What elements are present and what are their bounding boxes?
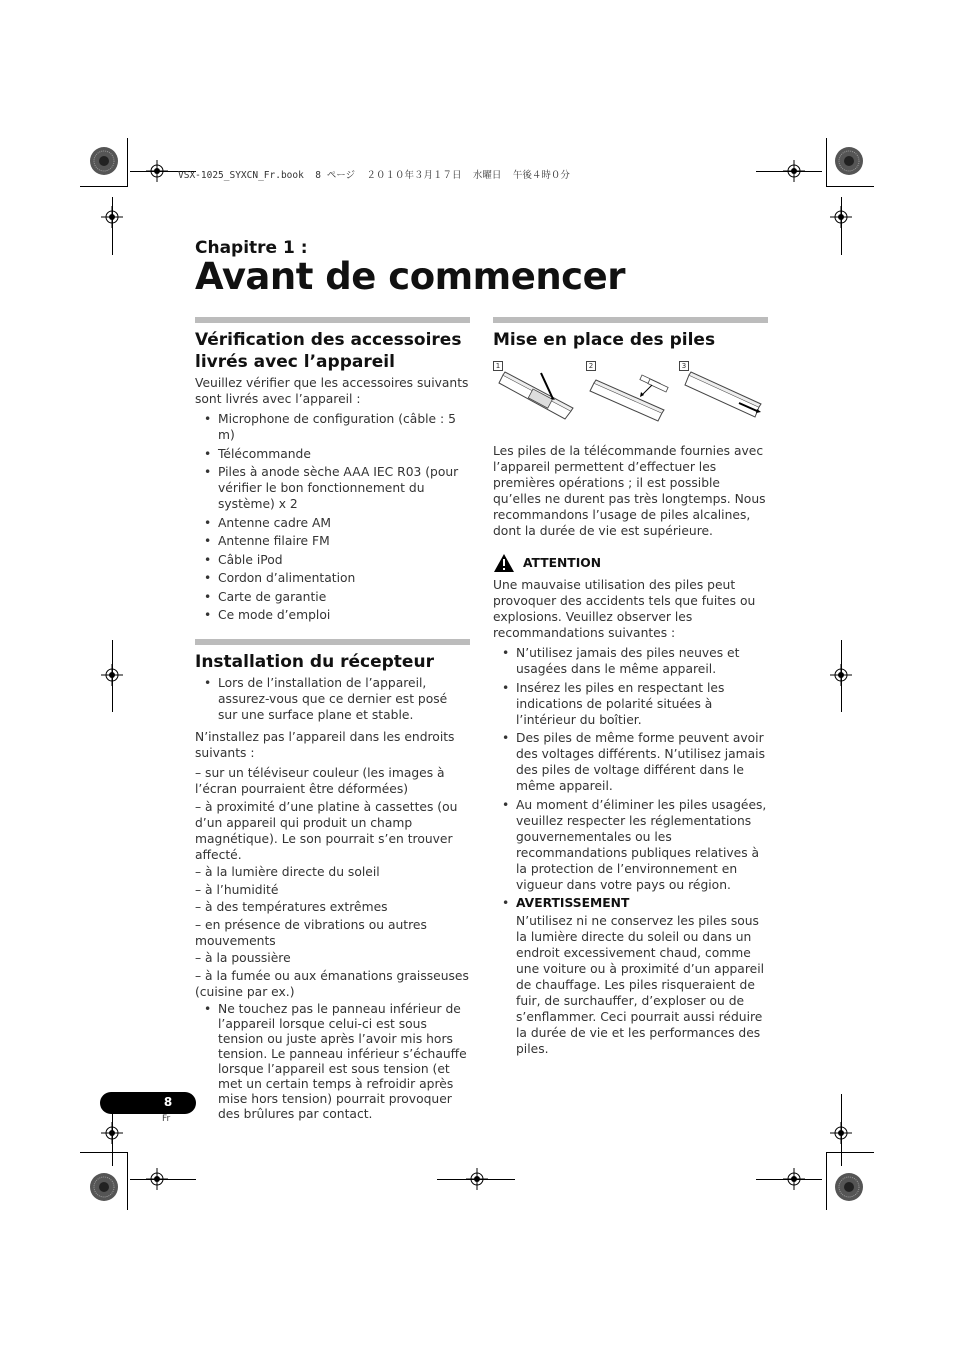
rosette-mark-icon: [89, 146, 119, 176]
figure-step: [679, 361, 767, 429]
list-item: • Cordon d’alimentation: [195, 570, 470, 586]
list-item: • N’utilisez jamais des piles neuves et usagées dans le même appareil.: [493, 645, 768, 677]
location-item: – à des températures extrêmes: [195, 900, 388, 914]
figure-step: [586, 361, 674, 429]
battery-figures: [493, 361, 768, 429]
page-number-tab: [100, 1092, 196, 1114]
crop-mark: [437, 1179, 515, 1180]
crop-mark: [130, 1179, 196, 1180]
list-item: • Lors de l’installation de l’appareil, assurez-vous que ce dernier est posé sur une surface plane et stable.: [195, 675, 470, 723]
figure-number: 2: [586, 361, 596, 371]
left-column: [195, 317, 470, 1128]
attention-intro: Une mauvaise utilisation des piles peut provoquer des accidents tels que fuites ou explosions. Veuillez observer les recommandations suivantes :: [493, 578, 756, 640]
page-language: Fr: [162, 1114, 171, 1124]
accessories-list: [195, 411, 470, 623]
location-item: – à l’humidité: [195, 882, 279, 897]
crop-mark: [826, 1152, 827, 1210]
crop-mark: [841, 640, 842, 712]
remote-battery-cover-open-illustration: [493, 361, 581, 429]
location-item: – en présence de vibrations ou autres mouvements: [195, 917, 427, 948]
accessories-intro: Veuillez vérifier que les accessoires suivants sont livrés avec l’appareil :: [195, 376, 469, 406]
crop-mark: [80, 1152, 128, 1153]
print-header: VSX-1025_SYXCN_Fr.book 8 ページ ２０１０年３月１７日 水曜日 午後４時０分: [178, 170, 570, 181]
crop-mark: [841, 197, 842, 255]
location-item: – sur un téléviseur couleur (les images à l’écran pourraient être déformées): [195, 766, 445, 796]
list-item: • Antenne cadre AM: [195, 515, 470, 531]
figure-step: [493, 361, 581, 429]
crop-mark: [127, 1152, 128, 1210]
crop-mark: [127, 138, 128, 186]
page-title: Avant de commencer: [195, 255, 625, 298]
rosette-mark-icon: [834, 1172, 864, 1202]
list-item: • Câble iPod: [195, 552, 470, 568]
right-column: [493, 317, 768, 1061]
section-title-accessories: Vérification des accessoires livrés avec l’appareil: [195, 330, 462, 372]
location-item: – à la lumière directe du soleil: [195, 865, 380, 879]
list-item: • Ce mode d’emploi: [195, 607, 470, 623]
list-item: • Au moment d’éliminer les piles usagées, veuillez respecter les réglementations gouvernementales ou les recommandations publiques relatives à la protection de l’environnement en vigueur dans votre pays ou région.: [493, 797, 768, 893]
attention-label: ATTENTION: [523, 556, 602, 570]
list-item: • Télécommande: [195, 446, 470, 462]
section-title-installation: Installation du récepteur: [195, 652, 434, 672]
warning-item: [493, 895, 768, 911]
installation-list: [195, 1002, 470, 1122]
list-item: • Piles à anode sèche AAA IEC R03 (pour vérifier le bon fonctionnement du système) x 2: [195, 464, 470, 512]
crop-mark: [756, 171, 822, 172]
rosette-mark-icon: [89, 1172, 119, 1202]
attention-list: [493, 645, 768, 911]
crop-mark: [826, 186, 874, 187]
crop-mark: [112, 640, 113, 712]
crop-mark: [826, 138, 827, 186]
list-item: • Insérez les piles en respectant les indications de polarité situées à l’intérieur du boîtier.: [493, 680, 768, 728]
list-item: • Carte de garantie: [195, 589, 470, 605]
crop-mark: [841, 1094, 842, 1166]
crop-mark: [756, 1179, 822, 1180]
location-item: – à la poussière: [195, 951, 291, 965]
crop-mark: [826, 1152, 874, 1153]
page-number: 8: [163, 1095, 173, 1109]
warning-label: AVERTISSEMENT: [516, 896, 630, 910]
section-divider: [195, 317, 470, 323]
location-item: – à la fumée ou aux émanations graisseuses (cuisine par ex.): [195, 968, 469, 999]
chapter-label: Chapitre 1 :: [195, 238, 308, 258]
installation-list: [195, 675, 470, 723]
batteries-intro: Les piles de la télécommande fournies avec l’appareil permettent d’effectuer les premières opérations ; il est possible qu’elles ne durent pas très longtemps. Nous recommandons l’usage de piles alcalines, dont la durée de vie est supérieure.: [493, 444, 766, 538]
list-item: • Ne touchez pas le panneau inférieur de l’appareil lorsque celui-ci est sous tension ou juste après l’avoir mis hors tension. Le panneau inférieur s’échauffe lorsque l’appareil est sous tension (et met un certain temps à refroidir après mise hors tension) pourrait provoquer des brûlures par contact.: [195, 1002, 470, 1122]
installation-intro: N’installez pas l’appareil dans les endroits suivants :: [195, 730, 455, 760]
section-divider: [195, 639, 470, 645]
battery-insertion-illustration: [586, 361, 674, 429]
rosette-mark-icon: [834, 146, 864, 176]
figure-number: 3: [679, 361, 689, 371]
attention-heading: [493, 553, 768, 573]
location-item: – à proximité d’une platine à cassettes (ou d’un appareil qui produit un champ magnétique). Le son pourrait s’en trouver affecté.: [195, 799, 458, 862]
list-item: • Antenne filaire FM: [195, 533, 470, 549]
crop-mark: [80, 186, 128, 187]
section-divider: [493, 317, 768, 323]
warning-text: N’utilisez ni ne conservez les piles sous la lumière directe du soleil ou dans un endroit excessivement chaud, comme une voiture ou à proximité d’un appareil de chauffage. Les piles risqueraient de fuir, de surchauffer, d’exploser ou de s’enflammer. Ceci pourrait aussi réduire la durée de vie et les performances des piles.: [516, 914, 765, 1056]
warning-triangle-icon: [493, 553, 515, 573]
crop-mark: [112, 197, 113, 255]
section-title-batteries: Mise en place des piles: [493, 330, 716, 350]
list-item: • Des piles de même forme peuvent avoir des voltages différents. N’utilisez jamais des piles de voltage différent dans le même appareil.: [493, 730, 768, 794]
list-item: • Microphone de configuration (câble : 5 m): [195, 411, 470, 443]
figure-number: 1: [493, 361, 503, 371]
remote-battery-cover-closed-illustration: [679, 361, 767, 429]
